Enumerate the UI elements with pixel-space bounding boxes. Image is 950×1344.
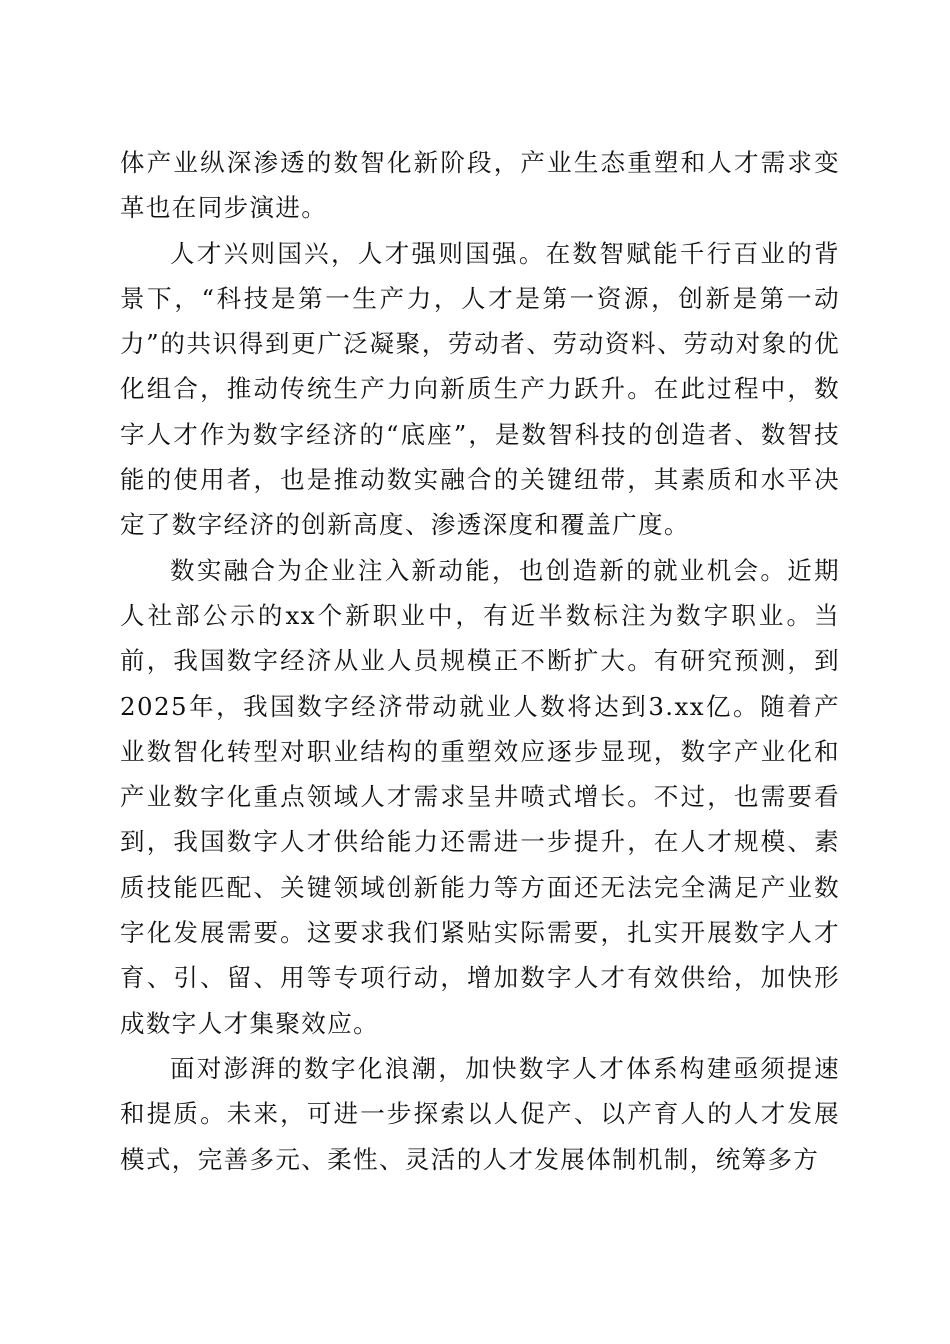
paragraph-continuation: 体产业纵深渗透的数智化新阶段，产业生态重塑和人才需求变革也在同步演进。 xyxy=(120,148,840,223)
paragraph-employment: 数实融合为企业注入新动能，也创造新的就业机会。近期人社部公示的xx个新职业中，有近半数标注为数字职业。当前，我国数字经济从业人员规模正不断扩大。有研究预测，到2025年，我国数字经济带动就业人数将达到3.xx亿。随着产业数智化转型对职业结构的重塑效应逐步显现，数字产业化和产业数字化重点领域人才需求呈井喷式增长。不过，也需要看到，我国数字人才供给能力还需进一步提升，在人才规模、素质技能匹配、关键领域创新能力等方面还无法完全满足产业数字化发展需要。这要求我们紧贴实际需要，扎实开展数字人才育、引、留、用等专项行动，增加数字人才有效供给，加快形成数字人才集聚效应。 xyxy=(120,555,840,1038)
paragraph-future: 面对澎湃的数字化浪潮，加快数字人才体系构建亟须提速和提质。未来，可进一步探索以人促产、以产育人的人才发展模式，完善多元、柔性、灵活的人才发展体制机制，统筹多方 xyxy=(120,1053,840,1174)
paragraph-talent-importance: 人才兴则国兴，人才强则国强。在数智赋能千行百业的背景下，“科技是第一生产力，人才是第一资源，创新是第一动力”的共识得到更广泛凝聚，劳动者、劳动资料、劳动对象的优化组合，推动传统生产力向新质生产力跃升。在此过程中，数字人才作为数字经济的“底座”，是数智科技的创造者、数智技能的使用者，也是推动数实融合的关键纽带，其素质和水平决定了数字经济的创新高度、渗透深度和覆盖广度。 xyxy=(120,238,840,540)
body-text xyxy=(120,140,840,1182)
